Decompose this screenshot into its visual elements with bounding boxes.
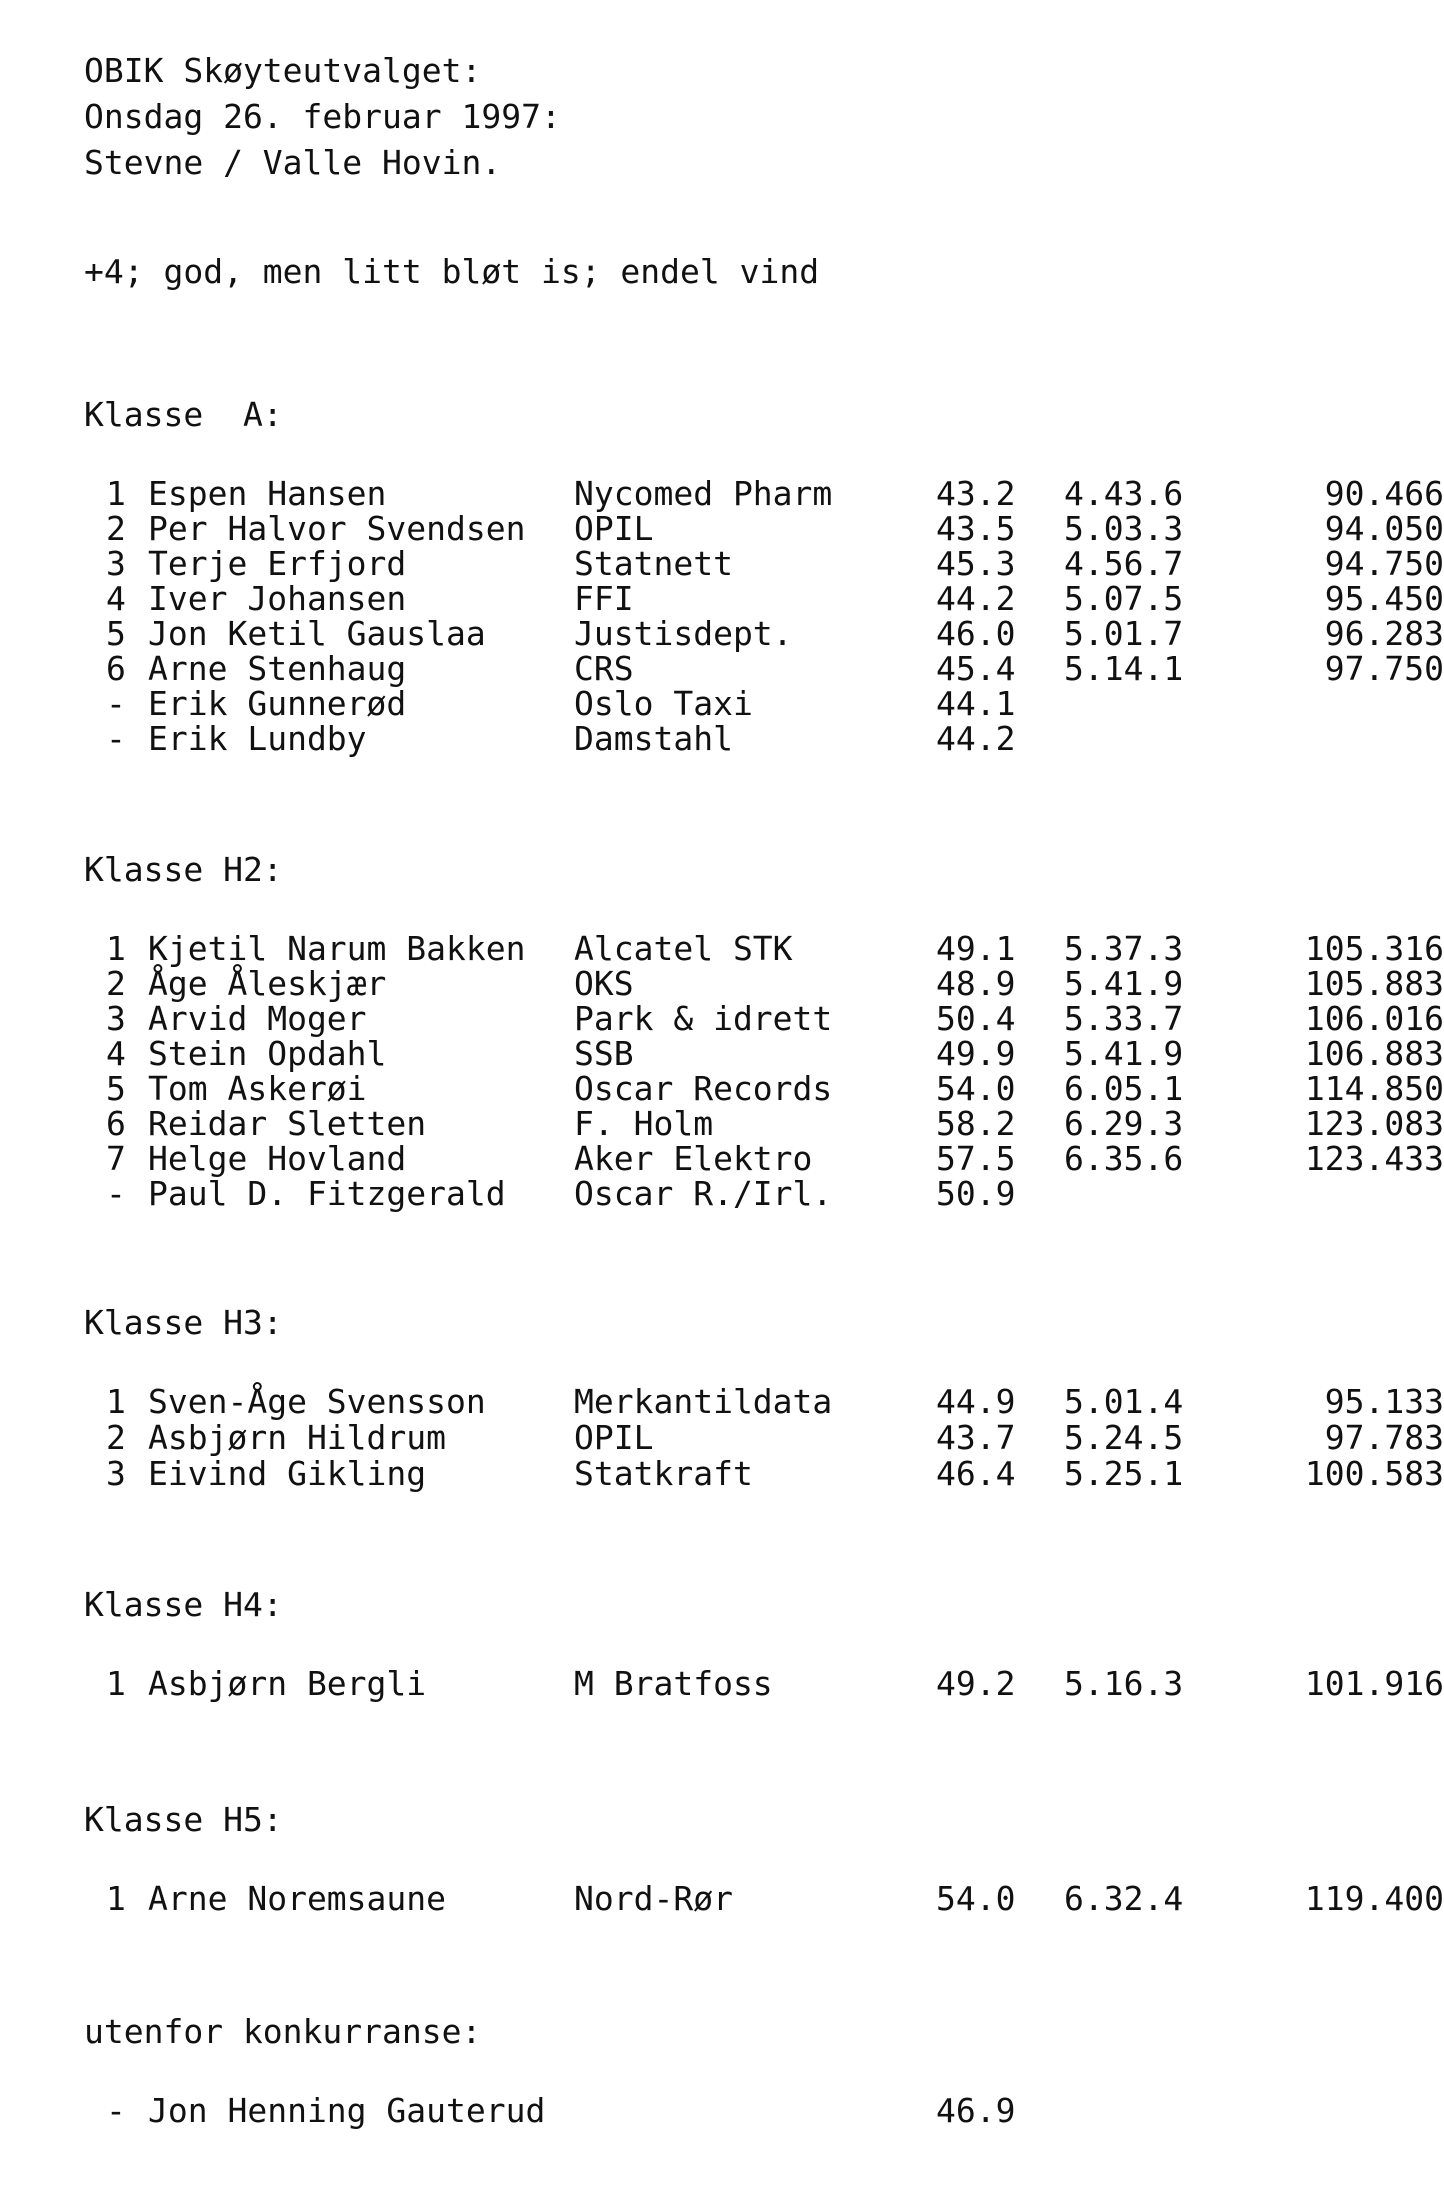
club-name: OKS bbox=[574, 964, 634, 1003]
time-500m: 50.4 bbox=[936, 999, 1016, 1038]
points: 94.750 bbox=[1324, 544, 1444, 583]
skater-name: Asbjørn Hildrum bbox=[148, 1418, 447, 1457]
result-row bbox=[84, 474, 1444, 513]
club-name: Damstahl bbox=[574, 719, 733, 758]
placing: 3 bbox=[106, 544, 126, 583]
points: 105.316 bbox=[1304, 929, 1444, 968]
class-section bbox=[84, 1303, 1444, 1493]
time-500m: 49.1 bbox=[936, 929, 1016, 968]
skater-name: Stein Opdahl bbox=[148, 1034, 387, 1073]
time-500m: 44.9 bbox=[936, 1382, 1016, 1421]
class-section bbox=[84, 395, 1444, 758]
time-3000m: 5.07.5 bbox=[1064, 579, 1184, 618]
result-row bbox=[84, 684, 1016, 723]
points: 90.466 bbox=[1324, 474, 1444, 513]
class-title: Klasse A: bbox=[84, 395, 283, 434]
results-list bbox=[84, 1382, 1444, 1493]
placing: 3 bbox=[106, 1454, 126, 1493]
points: 106.883 bbox=[1304, 1034, 1444, 1073]
result-row bbox=[84, 1418, 1444, 1457]
result-row bbox=[84, 509, 1444, 548]
placing: 3 bbox=[106, 999, 126, 1038]
skater-name: Terje Erfjord bbox=[148, 544, 407, 583]
result-row bbox=[84, 1104, 1444, 1143]
placing: 5 bbox=[106, 1069, 126, 1108]
club-name: Park & idrett bbox=[574, 999, 833, 1038]
club-name: Nord-Rør bbox=[574, 1879, 733, 1918]
results-list bbox=[84, 474, 1444, 758]
club-name: Justisdept. bbox=[574, 614, 793, 653]
placing: 1 bbox=[106, 1664, 126, 1703]
result-row bbox=[84, 929, 1444, 968]
result-row bbox=[84, 999, 1444, 1038]
result-row bbox=[84, 544, 1444, 583]
time-3000m: 5.41.9 bbox=[1064, 1034, 1184, 1073]
time-500m: 46.4 bbox=[936, 1454, 1016, 1493]
class-title: Klasse H4: bbox=[84, 1585, 283, 1624]
skater-name: Kjetil Narum Bakken bbox=[148, 929, 526, 968]
club-name: Oslo Taxi bbox=[574, 684, 753, 723]
skater-name: Arvid Moger bbox=[148, 999, 367, 1038]
skater-name: Reidar Sletten bbox=[148, 1104, 427, 1143]
class-section bbox=[84, 1585, 1444, 1703]
class-title: Klasse H3: bbox=[84, 1303, 283, 1342]
placing: 2 bbox=[106, 1418, 126, 1457]
skater-name: Arne Noremsaune bbox=[148, 1879, 447, 1918]
time-500m: 46.0 bbox=[936, 614, 1016, 653]
points: 114.850 bbox=[1304, 1069, 1444, 1108]
time-500m: 44.2 bbox=[936, 579, 1016, 618]
club-name: Oscar R./Irl. bbox=[574, 1174, 833, 1213]
skater-name: Iver Johansen bbox=[148, 579, 407, 618]
club-name: M Bratfoss bbox=[574, 1664, 773, 1703]
placing: 1 bbox=[106, 1382, 126, 1421]
time-500m: 45.4 bbox=[936, 649, 1016, 688]
points: 123.433 bbox=[1304, 1139, 1444, 1178]
skater-name: Erik Gunnerød bbox=[148, 684, 407, 723]
placing: - bbox=[106, 719, 126, 758]
points: 97.750 bbox=[1324, 649, 1444, 688]
time-3000m: 6.35.6 bbox=[1064, 1139, 1184, 1178]
time-500m: 46.9 bbox=[936, 2091, 1016, 2130]
skater-name: Asbjørn Bergli bbox=[148, 1664, 427, 1703]
class-title: utenfor konkurranse: bbox=[84, 2012, 482, 2051]
placing: 2 bbox=[106, 509, 126, 548]
header-date: Onsdag 26. februar 1997: bbox=[84, 97, 561, 136]
skater-name: Jon Ketil Gauslaa bbox=[148, 614, 486, 653]
time-3000m: 5.41.9 bbox=[1064, 964, 1184, 1003]
placing: 1 bbox=[106, 474, 126, 513]
time-3000m: 5.14.1 bbox=[1064, 649, 1184, 688]
results-list bbox=[84, 2091, 1016, 2130]
class-section bbox=[84, 2012, 1016, 2130]
points: 97.783 bbox=[1324, 1418, 1444, 1457]
header-venue: Stevne / Valle Hovin. bbox=[84, 143, 502, 182]
skater-name: Jon Henning Gauterud bbox=[148, 2091, 546, 2130]
time-3000m: 6.29.3 bbox=[1064, 1104, 1184, 1143]
club-name: CRS bbox=[574, 649, 634, 688]
time-3000m: 6.05.1 bbox=[1064, 1069, 1184, 1108]
results-list bbox=[84, 1879, 1444, 1918]
skater-name: Erik Lundby bbox=[148, 719, 367, 758]
placing: 1 bbox=[106, 1879, 126, 1918]
points: 100.583 bbox=[1304, 1454, 1444, 1493]
placing: 5 bbox=[106, 614, 126, 653]
time-500m: 45.3 bbox=[936, 544, 1016, 583]
time-500m: 44.2 bbox=[936, 719, 1016, 758]
club-name: OPIL bbox=[574, 509, 654, 548]
time-3000m: 5.37.3 bbox=[1064, 929, 1184, 968]
time-3000m: 5.16.3 bbox=[1064, 1664, 1184, 1703]
time-500m: 54.0 bbox=[936, 1069, 1016, 1108]
result-row bbox=[84, 649, 1444, 688]
time-500m: 49.2 bbox=[936, 1664, 1016, 1703]
points: 105.883 bbox=[1304, 964, 1444, 1003]
club-name: Oscar Records bbox=[574, 1069, 833, 1108]
club-name: Aker Elektro bbox=[574, 1139, 813, 1178]
placing: - bbox=[106, 684, 126, 723]
result-row bbox=[84, 1139, 1444, 1178]
points: 96.283 bbox=[1324, 614, 1444, 653]
time-500m: 58.2 bbox=[936, 1104, 1016, 1143]
result-row bbox=[84, 1034, 1444, 1073]
time-500m: 49.9 bbox=[936, 1034, 1016, 1073]
class-section bbox=[84, 850, 1444, 1213]
points: 106.016 bbox=[1304, 999, 1444, 1038]
placing: 6 bbox=[106, 1104, 126, 1143]
points: 95.133 bbox=[1324, 1382, 1444, 1421]
result-row bbox=[84, 2091, 1016, 2130]
result-row bbox=[84, 1069, 1444, 1108]
time-500m: 43.2 bbox=[936, 474, 1016, 513]
header-organization: OBIK Skøyteutvalget: bbox=[84, 51, 482, 90]
skater-name: Helge Hovland bbox=[148, 1139, 407, 1178]
time-500m: 44.1 bbox=[936, 684, 1016, 723]
time-500m: 57.5 bbox=[936, 1139, 1016, 1178]
result-row bbox=[84, 1879, 1444, 1918]
time-3000m: 4.43.6 bbox=[1064, 474, 1184, 513]
result-row bbox=[84, 1454, 1444, 1493]
skater-name: Espen Hansen bbox=[148, 474, 387, 513]
placing: - bbox=[106, 1174, 126, 1213]
placing: - bbox=[106, 2091, 126, 2130]
placing: 6 bbox=[106, 649, 126, 688]
club-name: F. Holm bbox=[574, 1104, 714, 1143]
skater-name: Åge Åleskjær bbox=[148, 964, 387, 1003]
results-list bbox=[84, 929, 1444, 1213]
time-3000m: 5.33.7 bbox=[1064, 999, 1184, 1038]
club-name: Nycomed Pharm bbox=[574, 474, 833, 513]
class-title: Klasse H5: bbox=[84, 1800, 283, 1839]
skater-name: Tom Askerøi bbox=[148, 1069, 367, 1108]
class-title: Klasse H2: bbox=[84, 850, 283, 889]
club-name: Statkraft bbox=[574, 1454, 753, 1493]
result-row bbox=[84, 1382, 1444, 1421]
placing: 4 bbox=[106, 579, 126, 618]
club-name: OPIL bbox=[574, 1418, 654, 1457]
points: 101.916 bbox=[1304, 1664, 1444, 1703]
time-3000m: 5.24.5 bbox=[1064, 1418, 1184, 1457]
skater-name: Arne Stenhaug bbox=[148, 649, 407, 688]
result-row bbox=[84, 1174, 1016, 1213]
time-3000m: 5.01.7 bbox=[1064, 614, 1184, 653]
skater-name: Paul D. Fitzgerald bbox=[148, 1174, 506, 1213]
skater-name: Eivind Gikling bbox=[148, 1454, 427, 1493]
placing: 2 bbox=[106, 964, 126, 1003]
time-500m: 43.5 bbox=[936, 509, 1016, 548]
club-name: Alcatel STK bbox=[574, 929, 793, 968]
placing: 7 bbox=[106, 1139, 126, 1178]
time-3000m: 5.01.4 bbox=[1064, 1382, 1184, 1421]
results-list bbox=[84, 1664, 1444, 1703]
result-row bbox=[84, 964, 1444, 1003]
skater-name: Sven-Åge Svensson bbox=[148, 1382, 486, 1421]
result-row bbox=[84, 1664, 1444, 1703]
time-500m: 43.7 bbox=[936, 1418, 1016, 1457]
time-3000m: 5.25.1 bbox=[1064, 1454, 1184, 1493]
weather-conditions: +4; god, men litt bløt is; endel vind bbox=[84, 252, 820, 291]
skater-name: Per Halvor Svendsen bbox=[148, 509, 526, 548]
club-name: SSB bbox=[574, 1034, 634, 1073]
document-header bbox=[84, 48, 561, 186]
time-500m: 54.0 bbox=[936, 1879, 1016, 1918]
placing: 4 bbox=[106, 1034, 126, 1073]
club-name: FFI bbox=[574, 579, 634, 618]
time-500m: 50.9 bbox=[936, 1174, 1016, 1213]
points: 123.083 bbox=[1304, 1104, 1444, 1143]
time-500m: 48.9 bbox=[936, 964, 1016, 1003]
points: 119.400 bbox=[1304, 1879, 1444, 1918]
time-3000m: 4.56.7 bbox=[1064, 544, 1184, 583]
club-name: Statnett bbox=[574, 544, 733, 583]
club-name: Merkantildata bbox=[574, 1382, 833, 1421]
time-3000m: 6.32.4 bbox=[1064, 1879, 1184, 1918]
result-row bbox=[84, 614, 1444, 653]
points: 95.450 bbox=[1324, 579, 1444, 618]
time-3000m: 5.03.3 bbox=[1064, 509, 1184, 548]
result-row bbox=[84, 579, 1444, 618]
result-row bbox=[84, 719, 1016, 758]
class-section bbox=[84, 1800, 1444, 1918]
points: 94.050 bbox=[1324, 509, 1444, 548]
placing: 1 bbox=[106, 929, 126, 968]
